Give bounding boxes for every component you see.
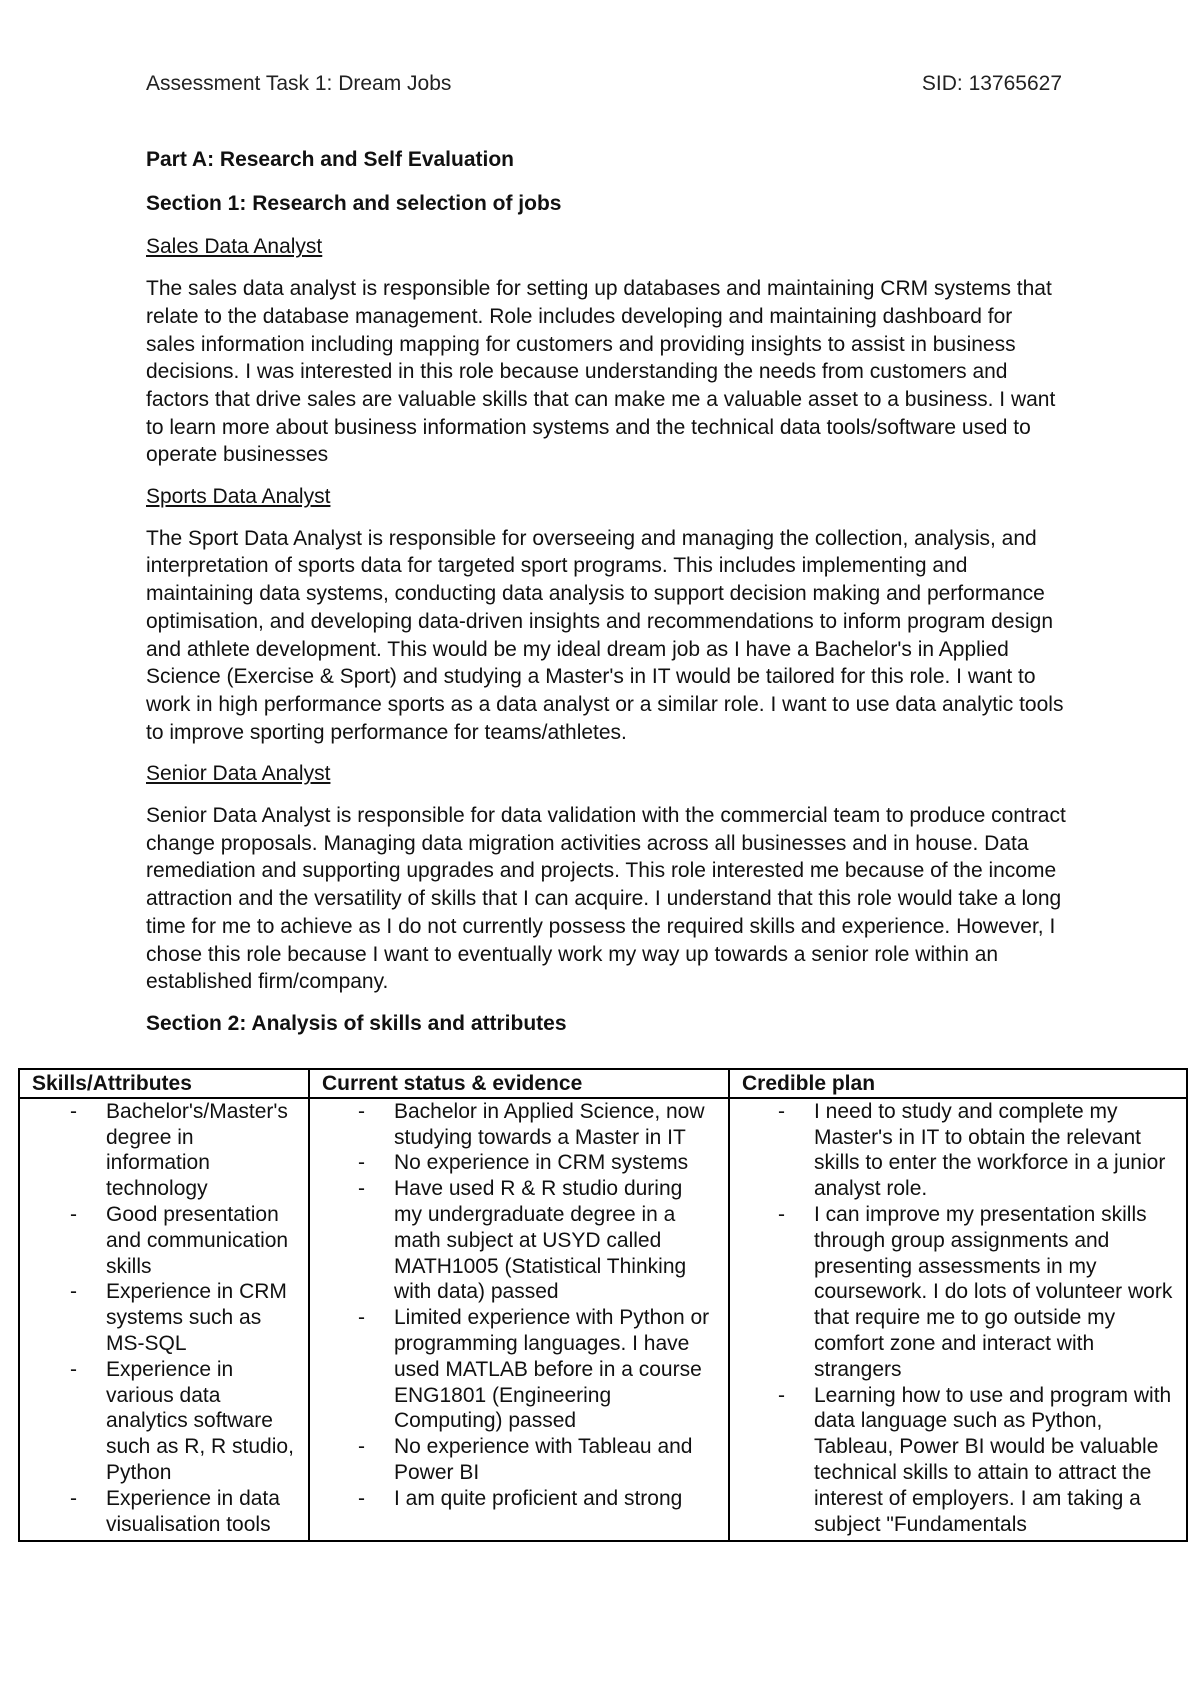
job-description-senior: Senior Data Analyst is responsible for data validation with the commercial team to produce contract change proposals. Managing data migration activities across all businesses and in house. Data remediation and supporting upgrades and projects. This role interested me because of the income attraction and the versatility of skills that I can acquire. I understand that this role would take a long time for me to achieve as I do not currently possess the required skills and experience. However, I chose this role because I want to eventually work my way up towards a senior role within an established firm/company.: [146, 804, 1066, 994]
list-item: - No experience with Tableau and Power BI: [394, 1434, 716, 1486]
list-item: - Bachelor's/Master's degree in information technology: [106, 1099, 296, 1202]
document-title: Assessment Task 1: Dream Jobs: [146, 72, 452, 95]
list-item: - I need to study and complete my Master's in IT to obtain the relevant skills to enter the workforce in a junior analyst role.: [814, 1099, 1174, 1202]
plan-cell: [729, 1098, 1187, 1541]
list-item: - I am quite proficient and strong: [394, 1486, 716, 1512]
list-item: - Limited experience with Python or programming languages. I have used MATLAB before in a course ENG1801 (Engineering Computing) passed: [394, 1305, 716, 1434]
list-item: - Learning how to use and program with data language such as Python, Tableau, Power BI would be valuable technical skills to attain to attract the interest of employers. I am taking a subject "Fundamentals: [814, 1383, 1174, 1538]
list-item: - I can improve my presentation skills through group assignments and presenting assessments in my coursework. I do lots of volunteer work that require me to go outside my comfort zone and interact with strangers: [814, 1202, 1174, 1383]
list-item: - Have used R & R studio during my undergraduate degree in a math subject at USYD called MATH1005 (Statistical Thinking with data) passed: [394, 1176, 716, 1305]
status-cell: [309, 1098, 729, 1541]
list-item: - No experience in CRM systems: [394, 1150, 716, 1176]
skills-table: [18, 1068, 1188, 1542]
header-skills: Skills/Attributes: [19, 1069, 309, 1098]
list-item: - Experience in various data analytics software such as R, R studio, Python: [106, 1357, 296, 1486]
list-item: - Experience in CRM systems such as MS-SQL: [106, 1279, 296, 1356]
status-list: [310, 1099, 728, 1512]
header-plan: Credible plan: [729, 1069, 1187, 1098]
document-body: [146, 146, 1066, 1054]
skills-cell: [19, 1098, 309, 1541]
job-title-senior: Senior Data Analyst: [146, 762, 331, 786]
table-header-row: [19, 1069, 1187, 1098]
list-item: - Bachelor in Applied Science, now studying towards a Master in IT: [394, 1099, 716, 1151]
job-description-sales: The sales data analyst is responsible for setting up databases and maintaining CRM systems that relate to the database management. Role includes developing and maintaining dashboard for sales information including mapping for customers and providing insights to assist in business decisions. I was interested in this role because understanding the needs from customers and factors that drive sales are valuable skills that can make me a valuable asset to a business. I want to learn more about business information systems and the technical data tools/software used to operate businesses: [146, 277, 1056, 467]
part-a-heading: Part A: Research and Self Evaluation: [146, 148, 515, 171]
job-description-sports: The Sport Data Analyst is responsible for overseeing and managing the collection, analysis, and interpretation of sports data for targeted sport programs. This includes implementing and maintaining data systems, conducting data analysis to support decision making and performance optimisation, and developing data-driven insights and recommendations to inform program design and athlete development. This would be my ideal dream job as I have a Bachelor's in Applied Science (Exercise & Sport) and studying a Master's in IT would be tailored for this role. I want to work in high performance sports as a data analyst or a similar role. I want to use data analytic tools to improve sporting performance for teams/athletes.: [146, 526, 1064, 744]
section-2-heading: Section 2: Analysis of skills and attributes: [146, 1011, 567, 1035]
skills-table-wrapper: [18, 1068, 1186, 1542]
list-item: - Experience in data visualisation tools: [106, 1486, 296, 1538]
header-status: Current status & evidence: [309, 1069, 729, 1098]
job-title-sports: Sports Data Analyst: [146, 485, 331, 509]
list-item: - Good presentation and communication skills: [106, 1202, 296, 1279]
table-row: [19, 1098, 1187, 1541]
section-1-heading: Section 1: Research and selection of jobs: [146, 191, 562, 215]
job-title-sales: Sales Data Analyst: [146, 235, 323, 259]
skills-list: [20, 1099, 308, 1538]
page-header: [146, 72, 1062, 96]
student-id: SID: 13765627: [921, 72, 1062, 95]
plan-list: [730, 1099, 1186, 1538]
